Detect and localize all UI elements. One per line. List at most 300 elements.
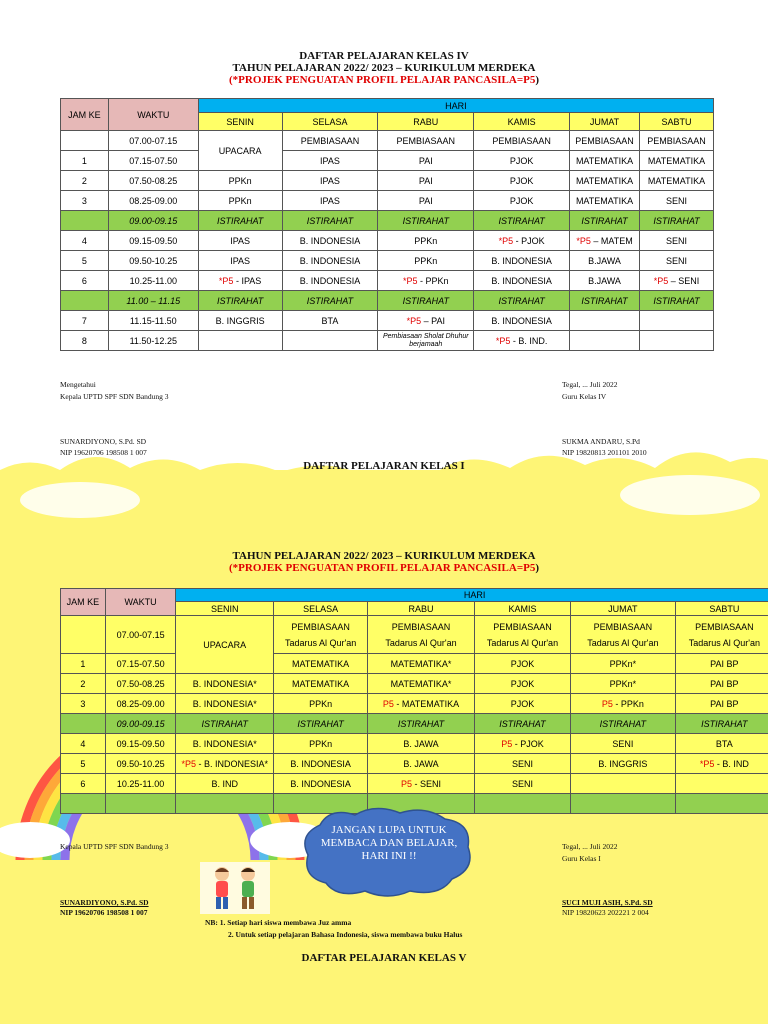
subject-cell: ISTIRAHAT	[282, 211, 378, 231]
subject-cell: UPACARA	[176, 616, 274, 674]
dash: –	[590, 235, 601, 246]
subject-cell	[474, 734, 570, 754]
guru-name-iv: SUKMA ANDARU, S.Pd	[562, 437, 640, 446]
nb-note-2: 2. Untuk setiap pelajaran Bahasa Indonesia, siswa membawa buku Halus	[228, 930, 463, 939]
subject-cell	[571, 754, 676, 774]
waktu-cell: 08.25-09.00	[105, 694, 175, 714]
subject-text: ISTIRAHAT	[297, 718, 344, 729]
subject-cell: PJOK	[474, 191, 570, 211]
subject-text: B. INDONESIA*	[192, 678, 257, 689]
dash: -	[233, 275, 242, 286]
jam-cell	[61, 131, 109, 151]
subject-cell	[176, 694, 274, 714]
p5-marker: *P5	[495, 335, 511, 346]
subject-cell: MATEMATIKA	[640, 151, 714, 171]
waktu-cell: 09.50-10.25	[108, 251, 198, 271]
guru-nip-i: NIP 19820623 202221 2 004	[562, 908, 649, 917]
subject-cell: ISTIRAHAT	[570, 211, 640, 231]
jam-cell: 4	[61, 231, 109, 251]
subject-text: PPKn*	[609, 658, 637, 669]
subject-cell	[571, 616, 676, 654]
waktu-cell: 09.50-10.25	[105, 754, 175, 774]
day-header-jumat: JUMAT	[570, 113, 640, 131]
subject-cell: MATEMATIKA	[640, 171, 714, 191]
subject-cell	[198, 271, 282, 291]
waktu-cell: 11.15-11.50	[108, 311, 198, 331]
p5-marker: *P5	[653, 275, 669, 286]
nb-note-1: NB: 1. Setiap hari siswa membawa Juz amma	[205, 918, 352, 927]
subject-text: B. INDONESIA	[290, 758, 351, 769]
header-jam-ke-i: JAM KE	[61, 589, 106, 616]
year-kelas-i: TAHUN PELAJARAN 2022/ 2023 – KURIKULUM MERDEKA	[232, 550, 536, 562]
dash: –	[668, 275, 679, 286]
jam-cell: 1	[61, 654, 106, 674]
dash: -	[612, 698, 621, 709]
waktu-cell: 09.00-09.15	[108, 211, 198, 231]
mengetahui-label: Mengetahui	[60, 380, 96, 389]
dash: -	[417, 275, 426, 286]
subject-cell	[368, 654, 475, 674]
subject-text: ISTIRAHAT	[201, 718, 248, 729]
subject-cell: PPKn	[198, 171, 282, 191]
subject-cell	[274, 674, 368, 694]
subject-cell: PAI	[378, 171, 474, 191]
subject-cell: IPAS	[198, 231, 282, 251]
subject-text: MATEMATIKA*	[390, 678, 452, 689]
subject-cell	[571, 734, 676, 754]
subject-text: IPAS	[241, 275, 262, 286]
subject-cell: ISTIRAHAT	[570, 291, 640, 311]
subject-cell	[640, 311, 714, 331]
subject-text: ISTIRAHAT	[599, 718, 647, 729]
subject-cell: B. INDONESIA	[474, 311, 570, 331]
subject-cell	[570, 331, 640, 351]
header-hari: HARI	[198, 99, 713, 113]
jam-cell: 5	[61, 251, 109, 271]
subject-text: PAI BP	[710, 698, 739, 709]
subject-text: B. JAWA	[403, 738, 439, 749]
waktu-cell: 09.15-09.50	[105, 734, 175, 754]
subject-cell	[571, 694, 676, 714]
table-row	[61, 734, 768, 754]
subject-cell: MATEMATIKA	[570, 191, 640, 211]
subject-cell: PPKn	[378, 231, 474, 251]
dash: -	[195, 758, 204, 769]
subject-cell	[675, 694, 768, 714]
subject-cell	[571, 774, 676, 794]
subject-cell: PAI	[378, 191, 474, 211]
p5-marker: *P5	[406, 315, 422, 326]
subject-text: B. IND	[722, 758, 749, 769]
subject-cell: PPKn	[378, 251, 474, 271]
subject-text: ISTIRAHAT	[701, 718, 748, 729]
p5-marker: *P5	[403, 275, 418, 286]
header-hari-i: HARI	[176, 589, 768, 602]
schedule-table-kelas-iv	[60, 98, 714, 351]
guru-kelas-label-i: Guru Kelas I	[562, 854, 601, 863]
p5-marker: P5	[501, 738, 513, 749]
subject-cell: BTA	[282, 311, 378, 331]
subject-text: PPKn	[309, 738, 333, 749]
jam-cell: 1	[61, 151, 109, 171]
subject-cell	[474, 654, 570, 674]
subject-cell	[640, 331, 714, 351]
subject-cell: PEMBIASAAN	[570, 131, 640, 151]
day-header-sabtu: SABTU	[675, 602, 768, 616]
kepsek-nip-iv: NIP 19620706 198508 1 007	[60, 448, 147, 457]
subject-cell: IPAS	[282, 191, 378, 211]
subject-text: B. INDONESIA*	[192, 738, 257, 749]
jam-cell	[61, 616, 106, 654]
subject-cell	[675, 654, 768, 674]
subject-cell	[675, 674, 768, 694]
subject-cell: ISTIRAHAT	[378, 291, 474, 311]
table-row	[61, 171, 714, 191]
day-header-selasa: SELASA	[274, 602, 368, 616]
waktu-cell: 11.50-12.25	[108, 331, 198, 351]
waktu-cell: 09.00-09.15	[105, 714, 175, 734]
guru-nip-iv: NIP 19820813 201101 2010	[562, 448, 647, 457]
subject-cell: IPAS	[282, 171, 378, 191]
subject-text: B. INDONESIA	[290, 778, 351, 789]
tadarus-text: Tadarus Al Qur'an	[688, 637, 760, 648]
subject-text: MATEMATIKA*	[390, 658, 452, 669]
pembiasaan-text: PEMBIASAAN	[593, 621, 653, 632]
subject-cell: B. INDONESIA	[282, 231, 378, 251]
subject-text: PAI BP	[710, 678, 739, 689]
jam-cell: 2	[61, 674, 106, 694]
day-header-senin: SENIN	[198, 113, 282, 131]
subject-cell: ISTIRAHAT	[640, 291, 714, 311]
table-row	[61, 271, 714, 291]
subject-text: B. JAWA	[403, 758, 439, 769]
pembiasaan-text: PEMBIASAAN	[391, 621, 451, 632]
subject-cell: PJOK	[474, 151, 570, 171]
waktu-cell: 07.50-08.25	[108, 171, 198, 191]
empty-cell	[675, 794, 768, 814]
year-kelas-iv: TAHUN PELAJARAN 2022/ 2023 – KURIKULUM MERDEKA	[232, 62, 536, 74]
subject-text: PJOK	[510, 658, 535, 669]
subject-cell: ISTIRAHAT	[198, 291, 282, 311]
subject-cell	[368, 674, 475, 694]
p5-marker: P5	[382, 698, 394, 709]
subject-text: MATEM	[600, 235, 633, 246]
subject-cell	[274, 714, 368, 734]
subject-cell	[274, 734, 368, 754]
tempat-tanggal-i: Tegal, ... Juli 2022	[562, 842, 618, 851]
subject-cell: ISTIRAHAT	[474, 291, 570, 311]
p5-marker: *P5	[699, 758, 715, 769]
subject-cell	[474, 231, 570, 251]
subject-cell	[368, 734, 475, 754]
table-row	[61, 151, 714, 171]
subject-text: PJOK	[510, 678, 535, 689]
empty-cell	[176, 794, 274, 814]
subject-cell	[274, 654, 368, 674]
subject-text: SENI	[511, 778, 533, 789]
table-row	[61, 131, 714, 151]
subject-text: B. INGGRIS	[598, 758, 648, 769]
waktu-cell: 07.50-08.25	[105, 674, 175, 694]
subject-cell: ISTIRAHAT	[474, 211, 570, 231]
waktu-cell: 08.25-09.00	[108, 191, 198, 211]
subject-text: PAI BP	[710, 658, 739, 669]
subject-cell: B. INDONESIA	[282, 251, 378, 271]
jam-cell: 6	[61, 774, 106, 794]
jam-cell: 3	[61, 694, 106, 714]
table-row	[61, 694, 768, 714]
table-row	[61, 191, 714, 211]
header-jam-ke: JAM KE	[61, 99, 109, 131]
subject-text: PPKn	[620, 698, 644, 709]
p5-marker: *P5	[576, 235, 591, 246]
subject-cell	[368, 616, 475, 654]
jam-cell: 6	[61, 271, 109, 291]
subject-text: BTA	[715, 738, 733, 749]
subject-cell	[368, 774, 475, 794]
kepala-label-i: Kepala UPTD SPF SDN Bandung 3	[60, 842, 169, 851]
projek-kelas-i: (*PROJEK PENGUATAN PROFIL PELAJAR PANCASILA=P5)	[228, 562, 539, 574]
table-row	[61, 654, 768, 674]
subject-text: PJOK	[510, 698, 535, 709]
tadarus-text: Tadarus Al Qur'an	[587, 637, 659, 648]
subject-cell: SENI	[640, 231, 714, 251]
subject-text: SENI	[419, 778, 441, 789]
subject-text: MATEMATIKA	[292, 678, 350, 689]
subject-cell	[368, 754, 475, 774]
table-row	[61, 331, 714, 351]
tempat-tanggal-iv: Tegal, ... Juli 2022	[562, 380, 618, 389]
subject-text: PPKn	[309, 698, 333, 709]
subject-cell	[368, 694, 475, 714]
subject-cell	[474, 714, 570, 734]
istirahat-row	[61, 714, 768, 734]
subject-text: ISTIRAHAT	[397, 718, 445, 729]
jam-cell: 8	[61, 331, 109, 351]
subject-text: B. IND.	[518, 335, 548, 346]
subject-cell	[378, 271, 474, 291]
subject-text: B. IND	[211, 778, 238, 789]
subject-cell	[571, 714, 676, 734]
tadarus-text: Tadarus Al Qur'an	[486, 637, 559, 648]
subject-cell: SENI	[640, 191, 714, 211]
table-row	[61, 231, 714, 251]
dash: -	[714, 758, 723, 769]
empty-cell	[61, 794, 106, 814]
subject-cell	[176, 674, 274, 694]
subject-cell	[176, 734, 274, 754]
subject-text: MATEMATIKA	[292, 658, 350, 669]
kepsek-name-iv: SUNARDIYONO, S.Pd. SD	[60, 437, 147, 446]
p5-marker: *P5	[498, 235, 514, 246]
tadarus-text: Tadarus Al Qur'an	[284, 637, 357, 648]
subject-cell: PEMBIASAAN	[378, 131, 474, 151]
waktu-cell: 09.15-09.50	[108, 231, 198, 251]
subject-text: MATEMATIKA	[401, 698, 460, 709]
kepala-label-iv: Kepala UPTD SPF SDN Bandung 3	[60, 392, 169, 401]
subject-cell	[474, 694, 570, 714]
dash: -	[411, 778, 420, 789]
subject-text: SENI	[678, 275, 700, 286]
jam-cell: 7	[61, 311, 109, 331]
subject-cell: B. INGGRIS	[198, 311, 282, 331]
subject-cell: B. INDONESIA	[474, 271, 570, 291]
subject-cell	[474, 754, 570, 774]
subject-cell: UPACARA	[198, 131, 282, 171]
pembiasaan-text: PEMBIASAAN	[695, 621, 754, 632]
pembiasaan-text: PEMBIASAAN	[291, 621, 350, 632]
subject-cell: IPAS	[282, 151, 378, 171]
jam-cell: 5	[61, 754, 106, 774]
day-header-selasa: SELASA	[282, 113, 378, 131]
subject-text: B. INDONESIA*	[192, 698, 257, 709]
header-waktu-i: WAKTU	[105, 589, 175, 616]
projek-kelas-iv: (*PROJEK PENGUATAN PROFIL PELAJAR PANCASILA=P5)	[228, 74, 539, 86]
subject-cell: PJOK	[474, 171, 570, 191]
subject-text: B. INDONESIA*	[203, 758, 268, 769]
subject-text: SENI	[612, 738, 634, 749]
subject-text: PAI	[431, 315, 445, 326]
subject-cell	[176, 714, 274, 734]
table-row	[61, 311, 714, 331]
p5-marker: *P5	[218, 275, 234, 286]
subject-cell	[198, 331, 282, 351]
subject-cell	[570, 231, 640, 251]
waktu-cell: 07.15-07.50	[108, 151, 198, 171]
jam-cell	[61, 714, 106, 734]
day-header-kamis: KAMIS	[474, 113, 570, 131]
subject-cell	[474, 674, 570, 694]
subject-cell	[176, 754, 274, 774]
subject-cell: PEMBIASAAN	[640, 131, 714, 151]
p5-marker: P5	[601, 698, 613, 709]
subject-cell	[274, 774, 368, 794]
table-row	[61, 616, 768, 654]
dash: -	[510, 335, 519, 346]
subject-cell	[274, 694, 368, 714]
subject-cell: PEMBIASAAN	[282, 131, 378, 151]
table-row	[61, 774, 768, 794]
jam-cell	[61, 211, 109, 231]
subject-cell	[571, 654, 676, 674]
table-row	[61, 674, 768, 694]
subject-cell: B. INDONESIA	[474, 251, 570, 271]
subject-cell: MATEMATIKA	[570, 171, 640, 191]
kepsek-nip-i: NIP 19620706 198508 1 007	[60, 908, 148, 917]
waktu-cell: 07.00-07.15	[105, 616, 175, 654]
table-row	[61, 754, 768, 774]
tadarus-text: Tadarus Al Qur'an	[385, 637, 457, 648]
subject-cell	[474, 331, 570, 351]
subject-cell	[474, 774, 570, 794]
subject-cell: PEMBIASAAN	[474, 131, 570, 151]
subject-cell	[474, 616, 570, 654]
subject-cell: PPKn	[198, 191, 282, 211]
dash: -	[512, 738, 521, 749]
schedule-table-kelas-i	[60, 588, 768, 814]
day-header-sabtu: SABTU	[640, 113, 714, 131]
guru-name-i: SUCI MUJI ASIH, S.Pd. SD	[562, 898, 653, 907]
pembiasaan-text: PEMBIASAAN	[493, 621, 552, 632]
subject-text: PPKn*	[609, 678, 637, 689]
empty-cell	[571, 794, 676, 814]
day-header-kamis: KAMIS	[474, 602, 570, 616]
subject-cell	[274, 754, 368, 774]
dash: –	[421, 315, 432, 326]
subject-cell: B. INDONESIA	[282, 271, 378, 291]
waktu-cell: 10.25-11.00	[105, 774, 175, 794]
guru-kelas-label-iv: Guru Kelas IV	[562, 392, 607, 401]
subject-cell: ISTIRAHAT	[282, 291, 378, 311]
subject-cell	[675, 734, 768, 754]
subject-cell: B.JAWA	[570, 251, 640, 271]
p5-marker: *P5	[181, 758, 196, 769]
jam-cell: 2	[61, 171, 109, 191]
p5-marker: P5	[400, 778, 412, 789]
subject-cell	[274, 616, 368, 654]
title-kelas-v: DAFTAR PELAJARAN KELAS V	[301, 952, 467, 964]
subject-cell	[282, 331, 378, 351]
subject-cell	[571, 674, 676, 694]
jam-cell: 4	[61, 734, 106, 754]
waktu-cell: 11.00 – 11.15	[108, 291, 198, 311]
subject-cell	[675, 616, 768, 654]
subject-cell: Pembiasaan Sholat Dhuhur berjamaah	[378, 331, 474, 351]
subject-text: PPKn	[425, 275, 449, 286]
dash: -	[393, 698, 402, 709]
subject-cell	[640, 271, 714, 291]
day-header-rabu: RABU	[378, 113, 474, 131]
subject-text: SENI	[511, 758, 533, 769]
subject-text: PJOK	[521, 235, 545, 246]
day-header-jumat: JUMAT	[571, 602, 676, 616]
jam-cell	[61, 291, 109, 311]
children-illustration	[200, 862, 270, 914]
subject-cell	[570, 311, 640, 331]
subject-cell	[675, 714, 768, 734]
bubble-message: JANGAN LUPA UNTUK MEMBACA DAN BELAJAR, HARI INI !!	[320, 824, 458, 862]
subject-cell	[675, 754, 768, 774]
empty-cell	[105, 794, 175, 814]
subject-cell: ISTIRAHAT	[378, 211, 474, 231]
subject-cell: MATEMATIKA	[570, 151, 640, 171]
istirahat-row	[61, 291, 714, 311]
subject-cell: SENI	[640, 251, 714, 271]
subject-text: ISTIRAHAT	[499, 718, 546, 729]
empty-cell	[474, 794, 570, 814]
subject-cell: ISTIRAHAT	[198, 211, 282, 231]
subject-cell: IPAS	[198, 251, 282, 271]
day-header-rabu: RABU	[368, 602, 475, 616]
day-header-senin: SENIN	[176, 602, 274, 616]
header-waktu: WAKTU	[108, 99, 198, 131]
waktu-cell: 07.00-07.15	[108, 131, 198, 151]
table-row	[61, 251, 714, 271]
title-kelas-i: DAFTAR PELAJARAN KELAS I	[303, 460, 465, 472]
subject-text: PJOK	[520, 738, 544, 749]
istirahat-row	[61, 211, 714, 231]
subject-cell	[368, 714, 475, 734]
waktu-cell: 07.15-07.50	[105, 654, 175, 674]
subject-cell: B.JAWA	[570, 271, 640, 291]
subject-cell	[378, 311, 474, 331]
kepsek-name-i: SUNARDIYONO, S.Pd. SD	[60, 898, 149, 907]
title-kelas-iv: DAFTAR PELAJARAN KELAS IV	[299, 50, 469, 62]
dash: -	[513, 235, 522, 246]
waktu-cell: 10.25-11.00	[108, 271, 198, 291]
subject-cell: PAI	[378, 151, 474, 171]
subject-cell	[176, 774, 274, 794]
